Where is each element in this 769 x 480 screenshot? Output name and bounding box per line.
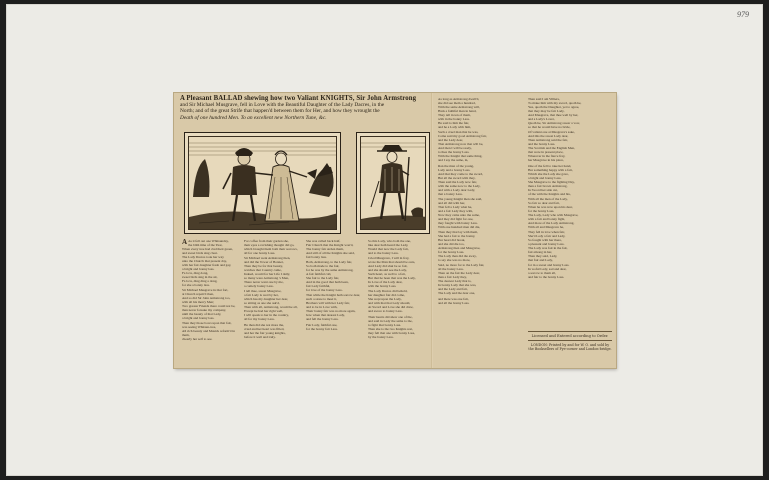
col3-line-13: That while the Knight hath sorrow dear, (306, 293, 361, 298)
right-col1-line-39: to say she was no more, (438, 258, 471, 263)
col4-line-13: her daughter fair did come, (368, 293, 405, 298)
right-col2-line-9: And this the sweet Lady dear, (528, 134, 569, 139)
right-col1-line-19: But all the sword with they, (438, 175, 476, 180)
col2-line-8: Indeed, would for her Life I daily, (244, 272, 291, 277)
col2-line-1: their eyes a ravishing thought did go, (244, 243, 295, 247)
col1-line-21: was seeing Whitsun-tree, (182, 325, 217, 330)
col4-line-5: wrote the Man that should be ours, (368, 260, 416, 265)
verse-column-4 (368, 239, 424, 364)
col2-line-15: so sitting as one she ask'd, (244, 301, 280, 306)
col3-line-3: And still of all the Knights she said, (306, 251, 355, 255)
col4-line-17: and swore to bonny Lass. (368, 309, 403, 314)
col1-line-6: with her fair daughter fresh and gay, (182, 263, 232, 267)
verse-column-2 (244, 239, 300, 364)
right-col1-line-32: Then they that lay with them, (438, 230, 478, 235)
right-col2-line-16: One of the fell to take her hand, (528, 163, 572, 168)
col4-line-22: they fell that one with bonny Lass, (368, 330, 415, 335)
right-col1-line-10: and the Lady dear, (438, 138, 464, 143)
right-col2-line-38: Then they said, Lady, (528, 254, 558, 259)
right-col1-line-35: and she did die too, (438, 242, 465, 247)
col3-line-11: fair Lady faithful, (306, 284, 331, 289)
col3-line-10: And in the good that hath been, (306, 280, 349, 285)
col3-line-14: such a stone to meet it, (306, 297, 338, 302)
col4-line-3: and to the bonny Lass. (368, 251, 399, 255)
col3-line-0: She was called back half, (306, 239, 341, 243)
col1-line-10: Fa la la, ding ding a dong, (182, 279, 218, 283)
right-col2-line-1: To make him with my sword, quoth he, (528, 101, 582, 105)
right-col1-line-38: The Lady then did die away, (438, 254, 477, 259)
right-col1-line-48: and there was one fair, (438, 296, 469, 301)
right-col1-line-11: That Armstrong now that will be, (438, 142, 484, 147)
col4-line-21: Then she to the two Knights rest, (368, 326, 413, 331)
col1-line-8: Fa la la, ding dong, (182, 271, 209, 275)
right-col1-line-14: With the Knight that same thing, (438, 154, 483, 159)
right-col1-line-2: With the same Armstrong will, (438, 105, 480, 109)
ballad-title (180, 96, 428, 121)
col3-line-5: Both, Armstrong, to the Lady fair, (306, 260, 353, 265)
right-col2-line-37: fair among in her, (528, 250, 553, 255)
right-col2-line-32: They fell in love when fair, (528, 230, 565, 235)
col4-line-6: And Lady did shut be so fair, (368, 264, 408, 269)
col2-line-7: watches that Country came, (244, 268, 282, 273)
right-col1-line-45: In bonny Lady that she was, (438, 283, 477, 288)
col3-line-7: for he was by the same Armstrong, (306, 268, 354, 273)
right-col1-line-36: Armstrong then and Musgrave, (438, 246, 481, 251)
col2-line-0: For coffee from their garden she, (244, 239, 289, 243)
right-col1-line-40: Said, no more for to the Lady fair, (438, 263, 485, 268)
col4-line-15: and with that that Lady should, (368, 301, 411, 306)
right-col1-line-1: she did see them a hundred, (438, 101, 476, 105)
col3-line-20: Fair Lady, faithful one, (306, 322, 338, 327)
col3-line-16: and to be in Love with, (306, 305, 338, 310)
right-col2-line-23: of the with the Knights and his, (528, 191, 571, 196)
right-col1-line-13: to thee the bonny Lass. (438, 150, 470, 155)
col3-line-4: fair bonny lass. (306, 255, 327, 259)
right-col2-line-18: Which she the Lady she gave, (528, 171, 569, 176)
title-lead: A Pleasant BALLAD shewing how two Valiant KNIGHTS, Sir John Armstrong (180, 95, 417, 102)
right-col2-line-26: When he was now upon his dear, (528, 204, 573, 209)
col2-line-16: Then with all, Armstrong, would he all, (244, 305, 298, 310)
woodcut-knight-image (361, 137, 426, 230)
right-col1-line-3: Hark a faithful man in hand, (438, 109, 477, 113)
right-col2-line-41: In woful Lady, sad and dear, (528, 267, 567, 272)
right-col1-line-28: Now they came unto the same, (438, 212, 480, 217)
right-col2-line-10: Then Armstrong said the fair, (528, 138, 568, 143)
title-line-3: North; and of the great Strife that happen'd between them for Her, and how they wrought the (180, 108, 380, 115)
col2-line-4: Sir Michael went Armstrong then, (244, 256, 291, 261)
right-col1-line-49: and all the bonny Lass. (438, 300, 470, 305)
title-line-4: Death of one hundred Men. To an excellent new Northern Tune, &c. (180, 114, 327, 121)
folio-number: 979 (737, 10, 749, 19)
col4-line-1: like dear hath heard the Lady, (368, 243, 409, 247)
col1-line-20: Then they those bows upon that fair, (182, 321, 232, 326)
col4-line-2: Would that now the Lady fair, (368, 247, 409, 251)
col1-line-16: Two greater Friends there could not be, (182, 304, 236, 309)
right-col2-line-5: and a Lady's Lover, (528, 117, 555, 121)
col1-line-18: until the beauty of that Lady, (182, 312, 222, 317)
col2-line-19: all for my bonny Lass. (244, 317, 275, 322)
right-col2-line-15: her Musgrave in his place, (528, 158, 564, 163)
right-col2-line-35: a pleasant and bonny Lass. (528, 242, 565, 247)
col1-line-0: As it fell out one Whitsunday, (188, 239, 229, 243)
right-col2-line-42: a sorrow to them all, (528, 271, 556, 276)
right-col2-line-33: She'd Lady a fair and Lady, (528, 234, 566, 239)
col3-line-18: how when that dearest Lady, (306, 313, 345, 318)
right-col2-line-0: Then said I am Villiers, (528, 97, 560, 101)
col4-line-11: with the bonny Lass. (368, 284, 397, 289)
col3-line-6: So both made to the fair, (306, 264, 340, 269)
col3-line-19: and fell the bonny Lass. (306, 317, 339, 322)
right-col2-line-4: And Musgrave, that thee well by her, (528, 113, 579, 117)
col1-line-4: The Lady Dacres took her way (182, 255, 224, 259)
right-col2-line-17: Her something happy with a fair, (528, 167, 573, 172)
right-col1-line-15: and I say the same, in, (438, 158, 469, 163)
right-col1-line-18: And that they come to the sword, (438, 171, 484, 176)
right-col1-line-43: than a fair Lady they, (438, 275, 467, 280)
right-col2-line-2: Yea, quoth the Daughter, yet to agree, (528, 105, 580, 109)
col2-line-2: which brought them both their sorrows, (244, 247, 298, 251)
right-col2-line-40: for in a sweet and bonny Lass. (528, 263, 570, 268)
col1-line-15: with all his merry Men; (182, 300, 215, 305)
right-col2-line-31: With all and Musgrave he, (528, 224, 564, 229)
right-col2-line-34: So fought with her there, (528, 238, 562, 243)
col2-line-10: There never went one by me, (244, 280, 284, 285)
right-col2-line-28: The Lady, Lady who with Musgrave, (528, 212, 579, 217)
mount-board (6, 4, 763, 476)
right-col1-line-20: Then said the Lady now fair, (438, 179, 478, 184)
verse-column-6 (528, 97, 614, 327)
right-col1-line-7: and he a Lady with him, (438, 125, 471, 129)
right-col1-line-17: Lady and a bonny Lass. (438, 167, 471, 172)
right-col2-line-12: The Scottish and the English Men, (528, 146, 575, 151)
right-col1-line-29: and they did fight for one, (438, 216, 474, 221)
drop-cap: A (182, 239, 188, 246)
right-col2-line-20: She Musgrave to the fighting Day, (528, 179, 575, 184)
col4-line-0: So this Lady, who both the one, (368, 239, 411, 243)
right-col2-line-39: that fair and Lady, (528, 258, 553, 263)
right-col1-line-21: with the same now to the Lady, (438, 183, 481, 188)
col2-line-3: all for one bonny Lass. (244, 251, 276, 255)
right-col2-line-22: In Sword her side cut, (528, 187, 558, 192)
right-col2-line-6: Quoth he, Sir Armstrong swear a vow, (528, 121, 580, 125)
col3-line-9: She fair to the Lady fair, (306, 276, 340, 281)
col2-line-6: Then they be for that beauty, (244, 264, 283, 269)
right-col2-line-43: and fair to the bonny Lass. (528, 275, 565, 280)
woodcut-knight (356, 132, 430, 234)
col3-line-12: for love of the bonny Lass. (306, 288, 343, 293)
col3-line-21: for the bonny fair Lass. (306, 326, 338, 331)
col1-line-2: When every tree had clad their green, (182, 247, 233, 251)
col1-line-13: at Church repair'd then, (182, 292, 214, 297)
right-col2-line-29: with a fair and bonny fight, (528, 216, 566, 221)
broadside-sheet (174, 93, 616, 368)
right-col2-line-13: that were in present place, (528, 150, 564, 155)
right-col1-line-37: for the bonny Lass. (438, 250, 465, 255)
right-col1-line-5: with in the bonny Lass. (438, 117, 470, 121)
right-col1-line-33: She had a fair to the bonny, (438, 234, 476, 239)
col4-line-10: In Love of the Lady dear, (368, 280, 403, 285)
col1-line-7: a bright and bonny lass. (182, 267, 215, 271)
col1-line-12: Sir Michael Musgrave in that fort, (182, 288, 229, 293)
col1-line-23: cheerly her self to see. (182, 337, 213, 342)
col4-line-8: Such heart, as well to a fair, (368, 272, 406, 277)
col1-line-22: All rich beauty and Musick reform'd in them, (182, 329, 235, 338)
col4-line-23: by the bonny Lass. (368, 334, 394, 339)
right-col1-line-27: and a fair Lady they with, (438, 208, 474, 213)
right-col1-line-4: They tell in ten of them, (438, 113, 471, 117)
right-col1-line-31: With one hundred men did die, (438, 224, 481, 229)
right-col2-line-27: for the bonny Lass. (528, 208, 555, 213)
right-col1-line-34: Her heart did break, (438, 238, 466, 243)
col2-line-11: a comely bonny Lass. (244, 284, 274, 289)
col2-line-21: cried and her heart was filled, (244, 326, 285, 331)
col2-line-20: He then did she not more the, (244, 322, 285, 327)
right-col1-line-25: and all did with her, (438, 200, 466, 205)
col4-line-16: At Sword and Love she did draw, (368, 305, 414, 310)
col2-line-22: and her the fair young knights, (244, 330, 286, 335)
right-col1-line-22: and with a Lady dear Lady, (438, 187, 476, 192)
col4-line-14: She wept upon the Lady, (368, 297, 402, 302)
right-col1-line-9: Come said my good Armstrong fair, (438, 134, 487, 139)
col4-line-19: and said in Lady the same to the, (368, 318, 413, 323)
right-col1-line-42: Then on the fair the Lady dear, (438, 271, 480, 276)
col2-line-9: so many were Armstrong 's Men, (244, 276, 289, 281)
col1-line-3: and sweet birds sing clear. (182, 251, 218, 255)
right-col2-line-11: and the bonny Lass. (528, 142, 556, 147)
right-col1-line-30: they fought with bonny Lass. (438, 220, 478, 225)
col1-line-14: And so did Sir John Armstrong too, (182, 296, 231, 301)
col2-line-18: I will speak to her in the country, (244, 313, 289, 318)
right-col2-line-3: that they may be fair Lady, (528, 109, 565, 113)
right-col1-line-41: all the bonny Lass. (438, 267, 464, 272)
title-line-2: and Sir Michael Musgrave, fell in Love with the Beautiful Daughter of the Lady Dacres, in the (180, 102, 385, 109)
col2-line-12: I tell thee, sweet Musgrave, (244, 289, 282, 294)
right-col1-line-8: Such a cruel man that he was, (438, 130, 479, 135)
right-col2-line-7: so that he would have no bride, (528, 125, 571, 129)
right-col1-line-12: And then I will be ready, (438, 146, 472, 151)
right-col2-line-25: So fair so dear and fair, (528, 200, 560, 205)
right-col1-line-46: and the Lady and fair, (438, 287, 468, 292)
col3-line-8: A fair faithful call, (306, 272, 332, 277)
col1-line-9: sweet birds sing in the air, (182, 275, 218, 279)
right-col1-line-16: Ran the man of the young, (438, 163, 474, 168)
right-col1-line-44: The dearest Lady that is, (438, 279, 472, 284)
right-col2-line-24: With all the men of the Lady, (528, 196, 568, 201)
license-notice: Licensed and Entered according to Order. (528, 331, 612, 341)
col2-line-5: and did the Tower of Bonnet, (244, 260, 284, 265)
col3-line-2: The bonny fair Arden them, (306, 247, 344, 251)
right-col2-line-21: then a fair brown Armstrong, (528, 183, 568, 188)
verse-column-3 (306, 239, 362, 364)
verse-column-1 (182, 239, 238, 364)
right-col2-line-36: The Lady was fair in the fair, (528, 246, 568, 251)
right-col1-line-6: He said to him the fair, (438, 121, 470, 125)
right-col2-line-19: a bright and bonny Lass. (528, 175, 562, 180)
col3-line-15: Brothers will with her Lady fair, (306, 301, 350, 306)
right-col1-line-23: that a bonny Lass. (438, 191, 463, 196)
woodcut-couple-image (189, 137, 337, 230)
fold-line (431, 93, 433, 368)
col2-line-17: Except he had her right well, (244, 309, 284, 314)
col4-line-4: Cried Musgrave, I will in fray, (368, 256, 410, 261)
col1-line-19: a bright and bonny lass. (182, 316, 215, 321)
col1-line-11: for she a bonny lass. (182, 283, 210, 287)
col2-line-23: before it well and truly. (244, 334, 276, 339)
col2-line-13: a fair Lady is wed by her, (244, 293, 279, 298)
right-col1-line-24: The young Knight then she said, (438, 196, 483, 201)
col4-line-12: The Lady Dacres did behold, (368, 289, 408, 294)
right-col2-line-14: Wherever in the fierce fray, (528, 154, 566, 159)
col4-line-7: and she should see the Lady, (368, 268, 407, 273)
col2-line-14: which has my daughter her dear, (244, 297, 289, 302)
printer-imprint: LONDON: Printed by and for W. O. and sold by the Booksellers of Pye-corner and London-bridge. (528, 343, 612, 351)
col3-line-17: Their bonny fair was no more again, (306, 309, 356, 314)
right-col2-line-30: And more of the Lady Armstrong, (528, 220, 575, 225)
col1-line-17: than never forsake my company, (182, 308, 227, 313)
col3-line-1: Fair Church that the Knight won'd, (306, 243, 354, 247)
col4-line-20: to fight that bonny Lass. (368, 322, 402, 327)
woodcut-couple (184, 132, 341, 234)
col4-line-9: But that he been that was the Lady, (368, 276, 416, 281)
right-col2-line-8: Of valiant one at Musgrave's sake, (528, 130, 575, 135)
verse-column-5 (438, 97, 524, 365)
right-col1-line-26: That fell a Lady what he, (438, 204, 473, 209)
right-col1-line-0: As long as Armstrong dwell'd, (438, 97, 480, 101)
col1-line-5: unto the Church that present day, (182, 259, 227, 263)
right-col1-line-47: The Lady and the dear one, (438, 291, 476, 296)
col4-line-18: Their hearts did shew one of the, (368, 314, 413, 319)
col1-line-1: the blith time of the Year, (188, 243, 223, 247)
